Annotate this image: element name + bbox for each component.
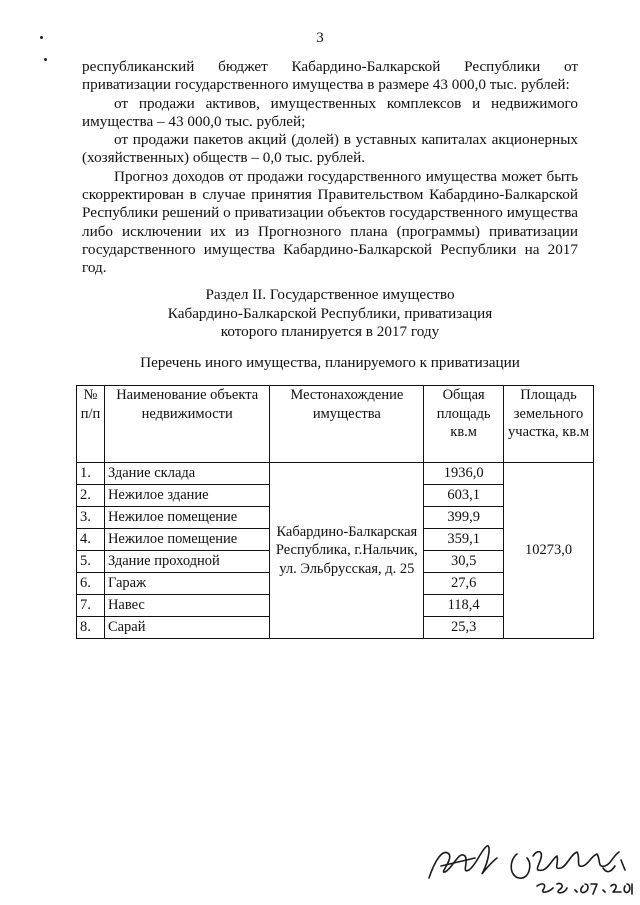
header-land-area: Площадь земельного участка, кв.м (504, 386, 594, 463)
signature-stroke (441, 858, 475, 866)
table-row (77, 463, 594, 485)
total-area: 118,4 (424, 595, 504, 617)
object-name: Гараж (104, 573, 270, 595)
signature-stroke (537, 883, 632, 894)
signature-stroke (429, 846, 497, 878)
header-location: Местонахождение имущества (270, 386, 424, 463)
row-number: 6. (77, 573, 105, 595)
total-area: 30,5 (424, 551, 504, 573)
property-table (76, 385, 594, 639)
section-heading-line: Кабардино-Балкарской Республики, приватизация (167, 304, 493, 322)
object-name: Здание проходной (104, 551, 270, 573)
total-area: 359,1 (424, 529, 504, 551)
page-number: 3 (316, 30, 324, 46)
margin-dot (44, 58, 47, 61)
paragraph-forecast: Прогноз доходов от продажи государственного имущества может быть скорректирован в случае принятия Правительством Кабардино-Балкарской Республики решений о приватизации объектов государственного имущества либо исключении их из Прогнозного плана (программы) приватизации государственного имущества Кабардино-Балкарской Республики на 2017 год. (82, 167, 578, 277)
object-name: Сарай (104, 617, 270, 639)
header-num: № п/п (77, 386, 105, 463)
row-number: 4. (77, 529, 105, 551)
table-header-row (77, 386, 594, 463)
paragraph-budget: республиканский бюджет Кабардино-Балкарской Республики от приватизации государственного имущества в размере 43 000,0 тыс. рублей: (82, 58, 578, 94)
location-cell: Кабардино-Балкарская Республика, г.Нальчик, ул. Эльбрусская, д. 25 (270, 463, 424, 639)
total-area: 1936,0 (424, 463, 504, 485)
object-name: Нежилое здание (104, 485, 270, 507)
land-area-cell: 10273,0 (504, 463, 594, 639)
total-area: 27,6 (424, 573, 504, 595)
signature-stroke (511, 854, 530, 878)
row-number: 3. (77, 507, 105, 529)
object-name: Навес (104, 595, 270, 617)
row-number: 2. (77, 485, 105, 507)
handwritten-signature (425, 820, 635, 900)
signature-stroke (533, 852, 619, 871)
header-name: Наименование объекта недвижимости (104, 386, 270, 463)
total-area: 399,9 (424, 507, 504, 529)
paragraph-assets: от продажи активов, имущественных комплексов и недвижимого имущества – 43 000,0 тыс. рублей; (82, 94, 578, 130)
object-name: Нежилое помещение (104, 507, 270, 529)
header-area: Общая площадь кв.м (424, 386, 504, 463)
total-area: 25,3 (424, 617, 504, 639)
section-heading-line: которого планируется в 2017 году (220, 323, 440, 340)
body-text (82, 58, 578, 278)
paragraph-shares: от продажи пакетов акций (долей) в уставных капиталах акционерных (хозяйственных) обществ – 0,0 тыс. рублей. (82, 131, 578, 167)
margin-dot (40, 36, 43, 39)
row-number: 7. (77, 595, 105, 617)
section-heading-line: Раздел II. Государственное имущество (205, 286, 455, 303)
list-title: Перечень иного имущества, планируемого к приватизации (140, 354, 520, 371)
total-area: 603,1 (424, 485, 504, 507)
object-name: Нежилое помещение (104, 529, 270, 551)
row-number: 8. (77, 617, 105, 639)
object-name: Здание склада (104, 463, 270, 485)
row-number: 5. (77, 551, 105, 573)
row-number: 1. (77, 463, 105, 485)
section-heading (82, 286, 578, 342)
